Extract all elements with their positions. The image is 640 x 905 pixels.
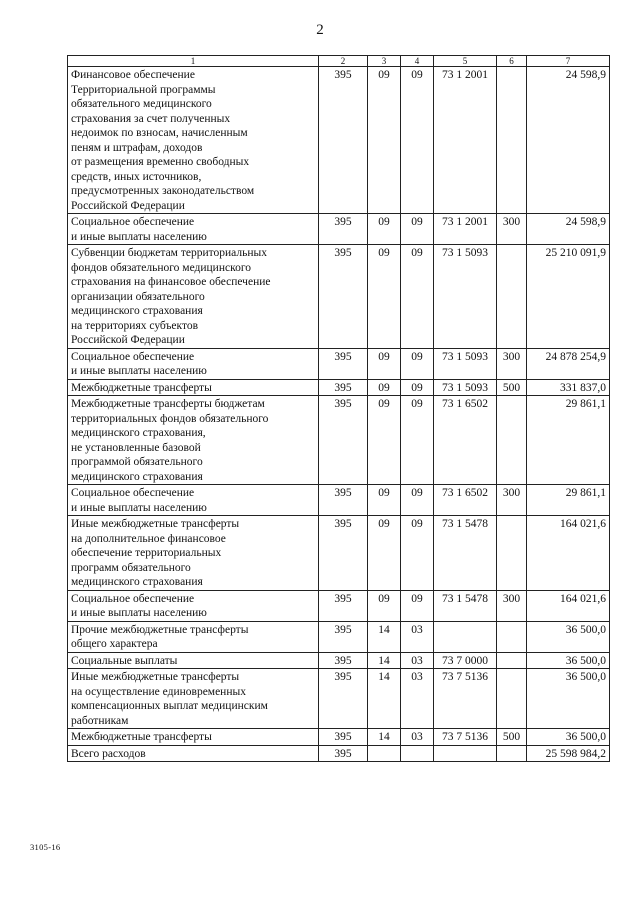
row-name-line: Социальное обеспечение [71, 592, 195, 605]
row-name-line: страхования на финансовое обеспечение [71, 276, 271, 288]
table-row [68, 516, 610, 591]
row-name-line: страхования за счет полученных [71, 112, 231, 125]
row-name-line: Всего расходов [71, 747, 146, 760]
row-name-line: Прочие межбюджетные трансферты [71, 623, 249, 636]
row-name-line: Межбюджетные трансферты бюджетам [71, 398, 265, 410]
column-header-expense-type: 6 [497, 56, 527, 67]
table-row [68, 379, 610, 396]
table-row [68, 396, 610, 485]
row-name-cell [68, 621, 319, 652]
row-section-cell: 09 [368, 67, 401, 214]
row-expense-type-cell: 500 [497, 379, 527, 396]
row-code-cell: 395 [319, 516, 368, 591]
row-section-cell: 14 [368, 652, 401, 669]
row-name-line: программой обязательного [71, 456, 203, 468]
row-subsection-cell [401, 745, 434, 762]
footer-document-code: 3105-16 [30, 842, 61, 852]
table-header-row [68, 56, 610, 67]
row-name-cell [68, 67, 319, 214]
row-expense-type-cell [497, 669, 527, 729]
row-amount-cell: 164 021,6 [527, 516, 610, 591]
row-section-cell: 09 [368, 348, 401, 379]
row-amount-cell: 36 500,0 [527, 621, 610, 652]
row-name-line: организации обязательного [71, 290, 205, 303]
row-expense-type-cell [497, 396, 527, 485]
table-row [68, 669, 610, 729]
row-subsection-cell: 09 [401, 379, 434, 396]
page-number: 2 [316, 22, 324, 38]
row-subsection-cell: 09 [401, 348, 434, 379]
row-name-line: Межбюджетные трансферты [71, 731, 212, 743]
row-subsection-cell: 09 [401, 590, 434, 621]
row-name-cell [68, 652, 319, 669]
table-row [68, 214, 610, 245]
row-subsection-cell: 03 [401, 621, 434, 652]
row-name-line: компенсационных выплат медицинским [71, 700, 268, 712]
row-name-cell [68, 348, 319, 379]
row-name-cell [68, 669, 319, 729]
row-name-line: фондов обязательного медицинского [71, 261, 252, 274]
row-name-line: территориальных фондов обязательного [71, 412, 269, 425]
row-name-line: не установленные базовой [71, 441, 201, 454]
row-name-line: программ обязательного [71, 561, 191, 574]
row-name-line: на территориях субъектов [71, 319, 199, 332]
row-name-line: на осуществление единовременных [71, 685, 246, 698]
row-code-cell: 395 [319, 348, 368, 379]
row-name-cell [68, 590, 319, 621]
row-target-cell: 73 1 5478 [434, 590, 497, 621]
row-subsection-cell: 09 [401, 396, 434, 485]
row-target-cell: 73 1 5093 [434, 379, 497, 396]
row-name-line: и иные выплаты населению [71, 501, 207, 514]
row-name-line: Иные межбюджетные трансферты [71, 671, 240, 683]
table-body [68, 67, 610, 762]
column-header-amount: 7 [527, 56, 610, 67]
row-name-line: Территориальной программы [71, 83, 216, 96]
row-code-cell: 395 [319, 214, 368, 245]
row-name-line: Российской Федерации [71, 334, 185, 346]
row-section-cell: 09 [368, 516, 401, 591]
row-section-cell [368, 745, 401, 762]
row-code-cell: 395 [319, 245, 368, 349]
row-amount-cell: 24 598,9 [527, 67, 610, 214]
row-expense-type-cell [497, 67, 527, 214]
row-code-cell: 395 [319, 379, 368, 396]
row-name-line: медицинского страхования, [71, 427, 206, 439]
row-amount-cell: 29 861,1 [527, 485, 610, 516]
row-target-cell: 73 1 5478 [434, 516, 497, 591]
row-code-cell: 395 [319, 621, 368, 652]
budget-expenses-table [67, 55, 610, 762]
row-name-line: и иные выплаты населению [71, 230, 207, 243]
row-section-cell: 09 [368, 245, 401, 349]
row-expense-type-cell [497, 621, 527, 652]
row-target-cell [434, 621, 497, 652]
row-subsection-cell: 09 [401, 214, 434, 245]
row-code-cell: 395 [319, 590, 368, 621]
row-target-cell: 73 1 2001 [434, 214, 497, 245]
row-subsection-cell: 09 [401, 516, 434, 591]
row-name-line: Финансовое обеспечение [71, 69, 195, 81]
row-name-cell [68, 379, 319, 396]
row-name-line: медицинского страхования [71, 576, 203, 588]
row-section-cell: 09 [368, 485, 401, 516]
row-name-cell [68, 245, 319, 349]
row-amount-cell: 25 210 091,9 [527, 245, 610, 349]
column-header-name: 1 [68, 56, 319, 67]
row-target-cell: 73 1 5093 [434, 348, 497, 379]
row-name-line: общего характера [71, 638, 158, 650]
row-name-line: Российской Федерации [71, 199, 185, 212]
table-row [68, 745, 610, 762]
row-code-cell: 395 [319, 669, 368, 729]
row-expense-type-cell [497, 245, 527, 349]
row-amount-cell: 29 861,1 [527, 396, 610, 485]
row-target-cell: 73 1 5093 [434, 245, 497, 349]
row-subsection-cell: 03 [401, 652, 434, 669]
row-name-line: средств, иных источников, [71, 170, 202, 183]
row-section-cell: 09 [368, 396, 401, 485]
row-expense-type-cell: 300 [497, 214, 527, 245]
table-row [68, 590, 610, 621]
row-name-line: от размещения временно свободных [71, 156, 250, 168]
row-expense-type-cell [497, 745, 527, 762]
row-expense-type-cell: 300 [497, 590, 527, 621]
row-name-line: Социальное обеспечение [71, 350, 195, 363]
row-name-line: недоимок по взносам, начисленным [71, 127, 248, 139]
row-target-cell: 73 7 0000 [434, 652, 497, 669]
row-code-cell: 395 [319, 745, 368, 762]
row-name-line: и иные выплаты населению [71, 365, 207, 377]
table-row [68, 245, 610, 349]
row-target-cell: 73 1 6502 [434, 485, 497, 516]
row-name-line: пеням и штрафам, доходов [71, 141, 203, 154]
row-target-cell: 73 7 5136 [434, 669, 497, 729]
row-amount-cell: 24 878 254,9 [527, 348, 610, 379]
row-name-line: медицинского страхования [71, 305, 203, 317]
row-name-line: предусмотренных законодательством [71, 185, 255, 197]
row-name-line: Социальное обеспечение [71, 216, 195, 228]
row-target-cell [434, 745, 497, 762]
row-target-cell: 73 1 6502 [434, 396, 497, 485]
row-subsection-cell: 03 [401, 729, 434, 746]
row-name-line: обеспечение территориальных [71, 547, 222, 559]
row-expense-type-cell [497, 516, 527, 591]
table-row [68, 729, 610, 746]
row-section-cell: 09 [368, 379, 401, 396]
row-name-cell [68, 745, 319, 762]
row-name-line: обязательного медицинского [71, 98, 212, 110]
row-code-cell: 395 [319, 485, 368, 516]
table-row [68, 348, 610, 379]
column-header-section: 3 [368, 56, 401, 67]
row-amount-cell: 24 598,9 [527, 214, 610, 245]
row-subsection-cell: 09 [401, 245, 434, 349]
row-code-cell: 395 [319, 652, 368, 669]
column-header-subsection: 4 [401, 56, 434, 67]
column-header-target: 5 [434, 56, 497, 67]
table-row [68, 485, 610, 516]
row-name-line: Субвенции бюджетам территориальных [71, 247, 267, 259]
row-subsection-cell: 03 [401, 669, 434, 729]
row-name-cell [68, 214, 319, 245]
table-row [68, 652, 610, 669]
row-name-line: на дополнительное финансовое [71, 532, 226, 545]
row-expense-type-cell: 500 [497, 729, 527, 746]
row-name-line: Иные межбюджетные трансферты [71, 518, 240, 530]
row-name-cell [68, 396, 319, 485]
column-header-code: 2 [319, 56, 368, 67]
row-name-line: и иные выплаты населению [71, 607, 207, 619]
row-subsection-cell: 09 [401, 485, 434, 516]
row-code-cell: 395 [319, 729, 368, 746]
row-expense-type-cell [497, 652, 527, 669]
row-code-cell: 395 [319, 67, 368, 214]
row-target-cell: 73 1 2001 [434, 67, 497, 214]
table-row [68, 67, 610, 214]
row-section-cell: 09 [368, 590, 401, 621]
row-section-cell: 09 [368, 214, 401, 245]
row-name-line: работникам [71, 714, 129, 727]
row-name-cell [68, 729, 319, 746]
row-amount-cell: 36 500,0 [527, 652, 610, 669]
row-name-line: медицинского страхования [71, 470, 203, 483]
row-target-cell: 73 7 5136 [434, 729, 497, 746]
row-subsection-cell: 09 [401, 67, 434, 214]
row-name-line: Социальные выплаты [71, 654, 178, 667]
row-amount-cell: 164 021,6 [527, 590, 610, 621]
row-code-cell: 395 [319, 396, 368, 485]
row-section-cell: 14 [368, 729, 401, 746]
row-name-line: Социальное обеспечение [71, 487, 195, 499]
row-name-cell [68, 485, 319, 516]
row-name-line: Межбюджетные трансферты [71, 381, 212, 394]
row-section-cell: 14 [368, 621, 401, 652]
row-name-cell [68, 516, 319, 591]
row-amount-cell: 25 598 984,2 [527, 745, 610, 762]
row-amount-cell: 36 500,0 [527, 729, 610, 746]
row-amount-cell: 331 837,0 [527, 379, 610, 396]
row-amount-cell: 36 500,0 [527, 669, 610, 729]
table-row [68, 621, 610, 652]
row-section-cell: 14 [368, 669, 401, 729]
row-expense-type-cell: 300 [497, 485, 527, 516]
row-expense-type-cell: 300 [497, 348, 527, 379]
